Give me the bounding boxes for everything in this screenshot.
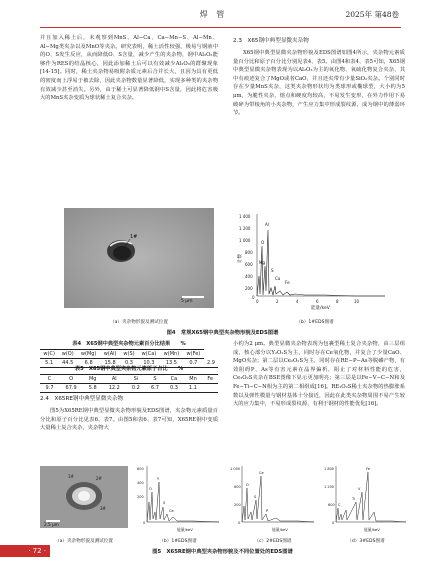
svg-text:O: O xyxy=(261,240,265,245)
svg-text:800: 800 xyxy=(245,250,253,255)
svg-text:Mg: Mg xyxy=(259,260,265,265)
svg-text:V: V xyxy=(358,487,361,491)
table5-cell: 67.9 xyxy=(59,384,83,393)
svg-text:Al: Al xyxy=(265,222,269,227)
body-paragraph: 小约为2 μm。典型显微夹杂物表现为包裹型稀土复合夹杂物，由三层组成，核心部分以Y₂O₂S为主，同时存在Ce氧化物，并复合了少量CaO、MgO夹杂；第二层以Ce₂O₂S为主，同时存在RE−P−As等脱磷产物，有效阻碍P、As等有害元素在晶界偏析，阻止了对材料性能的危害，Ce₂O₂S夹杂在BSE图像下显示更加明亮；第三层是以Fe−V−C−N和及Fe−Ti−C−N相为主的第二相组成[16]。RE₂O₂S稀土夹杂物的热膨胀系数以及弹性模量与钢材基体十分接近，因此在此类夹杂物周围不易产生较大的应力集中，不易形成裂纹源，有利于钢材的性能优化[16]。 xyxy=(233,341,405,408)
table4-title: 表4 X65钢中典型夹杂物元素百分比结果 % xyxy=(72,341,186,347)
x-axis-label: 能量/keV xyxy=(364,527,380,532)
table5-header: Mn xyxy=(183,375,202,384)
x-axis-label: 能量/keV xyxy=(311,306,330,311)
table5-header: C xyxy=(40,375,59,384)
svg-text:8: 8 xyxy=(336,299,339,304)
table5-cell: 6.7 xyxy=(145,384,164,393)
svg-text:3#: 3# xyxy=(100,506,106,511)
y-axis-label: 计数 xyxy=(238,254,243,263)
table4-cell: 6.8 xyxy=(77,359,100,368)
running-header: 焊 管 xyxy=(199,10,228,19)
svg-text:0: 0 xyxy=(256,299,259,304)
figure4-eds-spectrum xyxy=(235,206,395,316)
svg-text:4: 4 xyxy=(296,299,299,304)
body-paragraph: 图5为X65RE钢中典型显微夹杂物形貌及EDS图谱，夹杂物元素质量百分比和原子百分比见表6、表7。由图5和表6、表7可知，X65RE钢中变质大量稀土复合夹杂，夹杂物大 xyxy=(40,408,218,432)
table4-cell: 5.1 xyxy=(40,359,58,368)
svg-text:O: O xyxy=(246,483,249,487)
figure4-caption: 图4 常规X65钢中典型夹杂物形貌及EDS图谱 xyxy=(166,330,279,336)
svg-text:200: 200 xyxy=(234,503,241,507)
body-paragraph: X65钢中典型显微夹杂物形貌及EDS图谱如图4所示，夹杂物元素质量百分比和原子百分比分别见表4、表5。由图4和表4、表5可知，X65钢中典型显微夹杂物表现为以Al₂O₃为主的氧化物、氧硫化物复合夹杂，其中有痕迹复合了MgO或者CaO，并且还夹带有少量SiO₂夹杂。个别同时存在少量MnS夹杂，这类夹杂物形状均为类球形或椭球型，大小约为5 μm，为脆性夹杂，熔点和硬度均较高，不易发生变形，在外力作用下易破碎为带棱角的小夹杂物，产生应力集中形成裂纹源，成为钢中的薄弱环节。 xyxy=(233,50,405,117)
figure5-subcaption-d: （d）3#EDS图谱 xyxy=(347,539,385,544)
svg-text:P: P xyxy=(266,509,269,513)
svg-text:1#: 1# xyxy=(68,474,74,479)
table5-block xyxy=(40,365,218,393)
svg-text:0: 0 xyxy=(252,295,255,300)
figure5-caption: 图5 X65RE钢中典型夹杂物形貌及不同位置处的EDS图谱 xyxy=(152,549,293,555)
svg-text:C: C xyxy=(338,503,341,507)
svg-text:1 800: 1 800 xyxy=(324,467,335,471)
table4-cell: 15.8 xyxy=(100,359,120,368)
figure5-eds-1 xyxy=(133,462,223,536)
svg-text:400: 400 xyxy=(245,274,253,279)
right-column-top xyxy=(233,34,405,118)
table5-cell: 0.2 xyxy=(126,384,145,393)
svg-text:Y: Y xyxy=(157,477,160,481)
section-heading: 2.3 X65钢中典型显微夹杂物 xyxy=(233,38,309,44)
svg-text:Ca: Ca xyxy=(275,276,281,281)
page-number: · 72 · xyxy=(0,545,50,557)
issue-label: 2025年 第48卷 xyxy=(345,10,399,19)
x-axis-label: 能量/keV xyxy=(177,527,193,532)
figure4-subcaption-a: （a）夹杂物形貌及测试位置 xyxy=(110,320,168,325)
section-heading: 2.4 X65RE钢中典型显微夹杂物 xyxy=(40,396,124,402)
svg-text:Ce: Ce xyxy=(169,509,174,513)
table4-header: w(C) xyxy=(40,350,58,359)
left-column-top xyxy=(40,34,218,103)
figure5-eds-3 xyxy=(322,462,410,536)
table5-header: Si xyxy=(126,375,145,384)
x-axis-label: 能量/keV xyxy=(272,527,288,532)
svg-text:0: 0 xyxy=(332,521,335,525)
svg-text:600: 600 xyxy=(137,467,144,471)
figure5-sem-image xyxy=(40,466,128,536)
table4-cell: 10.3 xyxy=(138,359,160,368)
table5-header: Mg xyxy=(83,375,102,384)
svg-text:10: 10 xyxy=(354,299,360,304)
table4-cell: 44.5 xyxy=(58,359,77,368)
svg-text:200: 200 xyxy=(245,286,253,291)
table4-header: w(Ca) xyxy=(138,350,160,359)
svg-text:Ce: Ce xyxy=(259,471,264,475)
table4-cell: 0.7 xyxy=(183,359,204,368)
svg-text:Ti: Ti xyxy=(352,497,356,501)
table5-cell: 1.1 xyxy=(183,384,202,393)
table4-header: w(S) xyxy=(120,350,138,359)
header-rule xyxy=(40,27,401,28)
table5-header: S xyxy=(145,375,164,384)
table5-header: Al xyxy=(102,375,126,384)
svg-text:1 000: 1 000 xyxy=(239,238,251,243)
figure5-subcaption-b: （b）1#EDS图谱 xyxy=(159,539,197,544)
table5-header: O xyxy=(59,375,83,384)
svg-text:2: 2 xyxy=(276,299,279,304)
svg-text:Fe: Fe xyxy=(285,280,290,285)
svg-text:600: 600 xyxy=(245,262,253,267)
table4-block xyxy=(40,340,218,368)
table5-title: 表5 X65钢中典型夹杂物元素原子占比 % xyxy=(74,366,184,372)
table4-header: w(O) xyxy=(58,350,77,359)
table4-header: w(Mn) xyxy=(160,350,183,359)
figure5-subcaption-a: （a）夹杂物形貌及测试位置 xyxy=(55,539,113,544)
table4-header: w(Mg) xyxy=(77,350,100,359)
scale-bar-label: 5 μm xyxy=(181,299,193,304)
svg-text:0: 0 xyxy=(143,521,146,525)
table4-cell: 0.3 xyxy=(120,359,138,368)
svg-text:0: 0 xyxy=(238,521,241,525)
right-column-lower xyxy=(233,340,405,409)
figure5-subcaption-c: （c）2#EDS图谱 xyxy=(254,539,292,544)
svg-text:400: 400 xyxy=(137,481,144,485)
table4-header: w(Fe) xyxy=(183,350,204,359)
svg-text:1 200: 1 200 xyxy=(324,485,335,489)
svg-text:S: S xyxy=(271,268,274,273)
body-paragraph: 并且加入稀土后，未观察到MnS、Al−Ca、Ca−Mn−S、Al−Mn、Al−Mg类夹杂以及MnO等夹杂。研究表明，稀土活性较强，极易与钢液中的O、S发生反应，从而降低O、S含量，减少产生的夹杂物，钢中Al₂O₃能够作为RES的结晶核心，因此添加稀土后可以有效减少Al₂O₃的群聚现象[14-15]。同时，稀土夹杂物易吸附杂质元素后合并长大，且因为具有更低的密度而上浮易于被去除，因此夹杂物数量显著降低，实现多种类的夹杂物有效减少甚至消失。另外，由于稀土可显著降低钢中S含量，因此将危害极大的MnS夹杂变质为球状稀土复合夹杂。 xyxy=(40,35,218,102)
svg-text:1#: 1# xyxy=(130,234,138,240)
table5-cell: 9.7 xyxy=(40,384,59,393)
table5-header: Ca xyxy=(164,375,183,384)
figure4-subcaption-b: （b）1#EDS图谱 xyxy=(296,320,334,325)
figure4-sem-image xyxy=(64,208,214,316)
table5-cell: 0.3 xyxy=(164,384,183,393)
table5-header: Fe xyxy=(203,375,218,384)
svg-text:1 200: 1 200 xyxy=(239,226,251,231)
figure5-eds-2 xyxy=(228,462,318,536)
scale-bar-label: 2.5 μm xyxy=(44,522,59,527)
svg-text:S: S xyxy=(254,495,257,499)
table5 xyxy=(40,374,218,393)
svg-text:S: S xyxy=(163,501,166,505)
table5-cell: 12.2 xyxy=(102,384,126,393)
svg-text:200: 200 xyxy=(137,495,144,499)
svg-text:1 400: 1 400 xyxy=(239,214,251,219)
table5-cell: 5.8 xyxy=(83,384,102,393)
table4-header: w(Al) xyxy=(100,350,120,359)
svg-text:O: O xyxy=(149,487,152,491)
svg-text:600: 600 xyxy=(328,503,335,507)
svg-text:Fe: Fe xyxy=(366,467,370,471)
left-column-lower xyxy=(40,392,218,433)
svg-text:2#: 2# xyxy=(96,476,102,481)
svg-text:600: 600 xyxy=(234,485,241,489)
table4-cell: 13.5 xyxy=(160,359,183,368)
svg-text:1 000: 1 000 xyxy=(230,467,241,471)
svg-text:6: 6 xyxy=(316,299,319,304)
table4-cell: 2.9 xyxy=(204,359,218,368)
